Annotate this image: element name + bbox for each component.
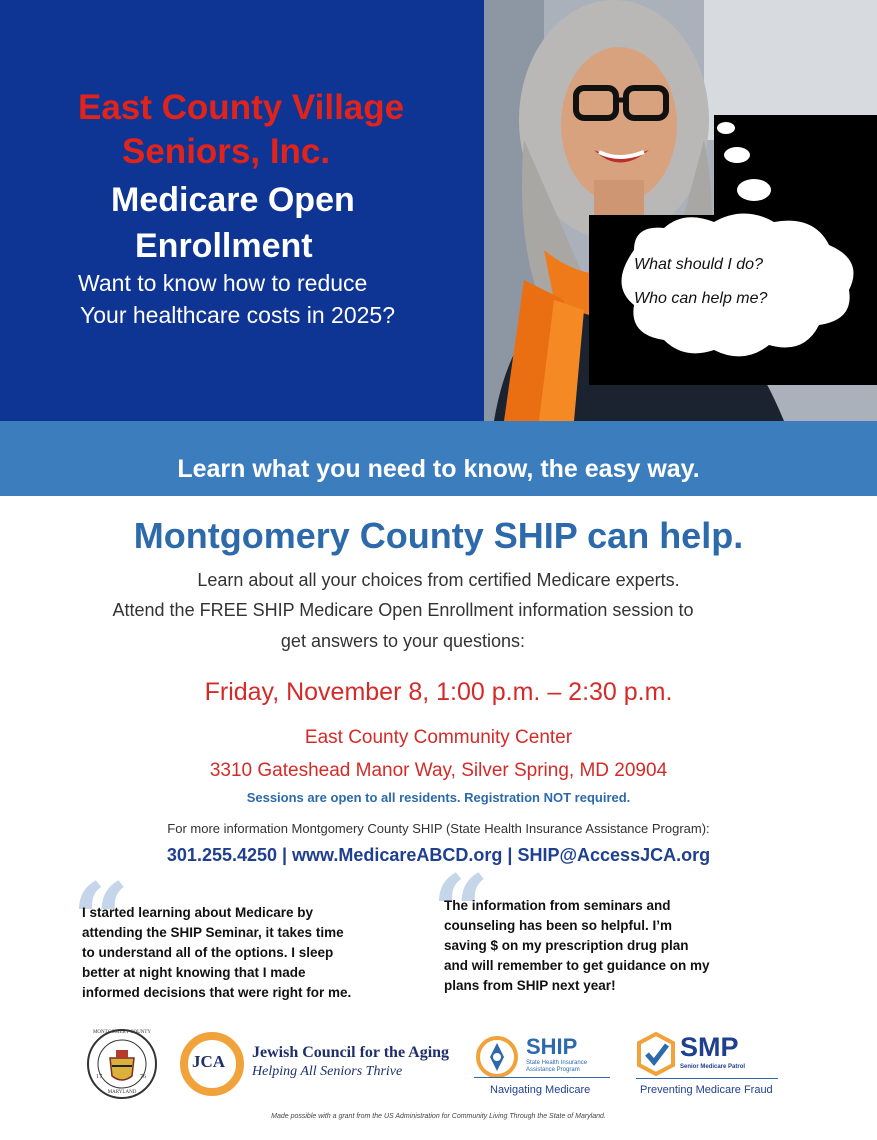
- smp-shield-check-icon: [636, 1032, 676, 1076]
- ship-tagline: Navigating Medicare: [490, 1084, 591, 1096]
- ship-abbr: SHIP: [526, 1034, 578, 1059]
- title-line-2: Enrollment: [135, 227, 313, 265]
- seal-bottom-text: MARYLAND: [107, 1090, 137, 1095]
- hero-panel: [0, 0, 484, 421]
- testimonial-line: plans from SHIP next year!: [444, 978, 616, 993]
- jca-name: Jewish Council for the Aging: [252, 1044, 450, 1061]
- title-line-1: Medicare Open: [111, 181, 355, 219]
- smp-divider: [636, 1078, 778, 1079]
- intro-line-2: Attend the FREE SHIP Medicare Open Enrollment information session to: [112, 600, 694, 620]
- quote-icon: “: [72, 861, 130, 979]
- smp-tagline: Preventing Medicare Fraud: [640, 1084, 773, 1096]
- testimonial-line: informed decisions that were right for me.: [82, 985, 352, 1000]
- testimonial-line: attending the SHIP Seminar, it takes time: [82, 925, 344, 940]
- jca-abbr: JCA: [192, 1052, 226, 1071]
- ship-divider: [474, 1077, 610, 1078]
- org-name-line-2: Seniors, Inc.: [122, 132, 331, 171]
- testimonial-line: saving $ on my prescription drug plan: [444, 938, 689, 953]
- tagline-text: Learn what you need to know, the easy way.: [177, 455, 700, 483]
- jca-tagline: Helping All Seniors Thrive: [252, 1064, 403, 1079]
- registration-notice: Sessions are open to all residents. Registration NOT required.: [246, 790, 631, 805]
- quote-icon: “: [432, 853, 490, 971]
- subtitle-line-1: Want to know how to reduce: [78, 270, 368, 296]
- testimonial-1: [82, 903, 402, 1003]
- testimonial-2: [444, 896, 764, 996]
- event-date: Friday, November 8, 1:00 p.m. – 2:30 p.m.: [204, 678, 673, 706]
- testimonial-line: The information from seminars and: [444, 898, 671, 913]
- ship-compass-icon: [474, 1034, 520, 1080]
- contact-intro: For more information Montgomery County SHIP (State Health Insurance Assistance Program):: [167, 821, 710, 836]
- testimonial-line: to understand all of the options. I sleep: [82, 945, 334, 960]
- thought-line-2: Who can help me?: [634, 290, 768, 307]
- montgomery-county-seal: [86, 1028, 158, 1100]
- org-name-line-1: East County Village: [78, 88, 405, 127]
- seal-year-right: 76: [140, 1074, 146, 1080]
- photo-illustration: [484, 0, 877, 421]
- smp-logo: [636, 1030, 786, 1100]
- smp-abbr: SMP: [680, 1032, 739, 1062]
- ship-heading: Montgomery County SHIP can help.: [133, 515, 744, 556]
- smp-sub: Senior Medicare Patrol: [680, 1064, 746, 1070]
- seal-top-text: MONTGOMERY COUNTY: [92, 1030, 151, 1035]
- senior-woman-photo: [484, 0, 877, 421]
- jca-logo: [178, 1030, 468, 1100]
- grant-footnote: Made possible with a grant from the US Administration for Community Living Through the State of Maryland.: [271, 1113, 606, 1120]
- thought-line-1: What should I do?: [634, 256, 763, 273]
- intro-line-3: get answers to your questions:: [280, 631, 526, 651]
- seal-year-left: 17: [96, 1074, 102, 1080]
- testimonial-line: I started learning about Medicare by: [82, 905, 314, 920]
- testimonial-line: and will remember to get guidance on my: [444, 958, 710, 973]
- ship-logo: [474, 1034, 614, 1100]
- ship-sub-1: State Health Insurance: [526, 1060, 588, 1066]
- testimonial-line: counseling has been so helpful. I’m: [444, 918, 673, 933]
- intro-line-1: Learn about all your choices from certified Medicare experts.: [197, 570, 680, 590]
- event-venue: East County Community Center: [304, 727, 573, 748]
- event-address: 3310 Gateshead Manor Way, Silver Spring, MD 20904: [209, 760, 668, 781]
- testimonial-line: better at night knowing that I made: [82, 965, 306, 980]
- contact-line[interactable]: 301.255.4250 | www.MedicareABCD.org | SHIP@AccessJCA.org: [166, 845, 711, 865]
- ship-sub-2: Assistance Program: [526, 1067, 580, 1073]
- subtitle-line-2: Your healthcare costs in 2025?: [80, 302, 395, 328]
